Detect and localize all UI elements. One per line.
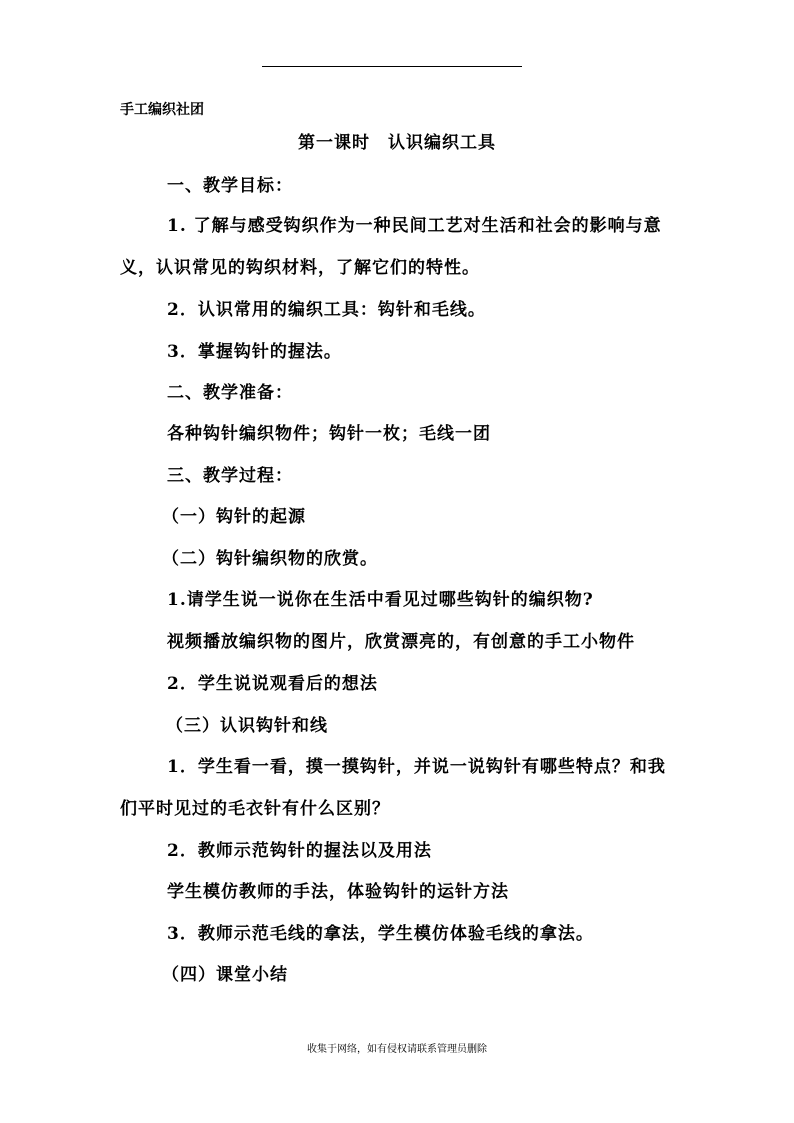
club-name: 手工编织社团: [120, 102, 204, 118]
subsection-heading: （四）课堂小结: [162, 965, 288, 985]
footer-note: 收集于网络，如有侵权请联系管理员删除: [307, 1044, 487, 1055]
lesson-title: 第一课时 认识编织工具: [298, 133, 496, 153]
section-heading: 一、教学目标：: [167, 176, 293, 196]
body-line: 1．学生看一看，摸一摸钩针，并说一说钩针有哪些特点？和我: [167, 757, 666, 777]
subsection-heading: （一）钩针的起源: [162, 507, 306, 527]
header-rule: [262, 66, 522, 67]
body-line: 义，认识常见的钩织材料，了解它们的特性。: [120, 258, 480, 278]
body-line: 2．认识常用的编织工具：钩针和毛线。: [167, 300, 486, 320]
body-line: 视频播放编织物的图片，欣赏漂亮的，有创意的手工小物件: [167, 632, 635, 652]
section-heading: 二、教学准备：: [167, 383, 293, 403]
body-line: 学生模仿教师的手法，体验钩针的运针方法: [167, 882, 509, 902]
subsection-heading: （三）认识钩针和线: [166, 716, 328, 736]
body-line: 3．掌握钩针的握法。: [167, 342, 342, 362]
body-line: 3．教师示范毛线的拿法，学生模仿体验毛线的拿法。: [167, 924, 594, 944]
body-line: 们平时见过的毛衣针有什么区别？: [120, 799, 390, 819]
subsection-heading: （二）钩针编织物的欣赏。: [162, 549, 378, 569]
body-line: 2．教师示范钩针的握法以及用法: [167, 841, 432, 861]
body-line: 1.请学生说一说你在生活中看见过哪些钩针的编织物?: [167, 590, 594, 610]
body-line: 1. 了解与感受钩织作为一种民间工艺对生活和社会的影响与意: [167, 216, 662, 236]
body-line: 各种钩针编织物件；钩针一枚；毛线一团: [167, 424, 491, 444]
body-line: 2．学生说说观看后的想法: [167, 674, 378, 694]
section-heading: 三、教学过程：: [167, 466, 293, 486]
